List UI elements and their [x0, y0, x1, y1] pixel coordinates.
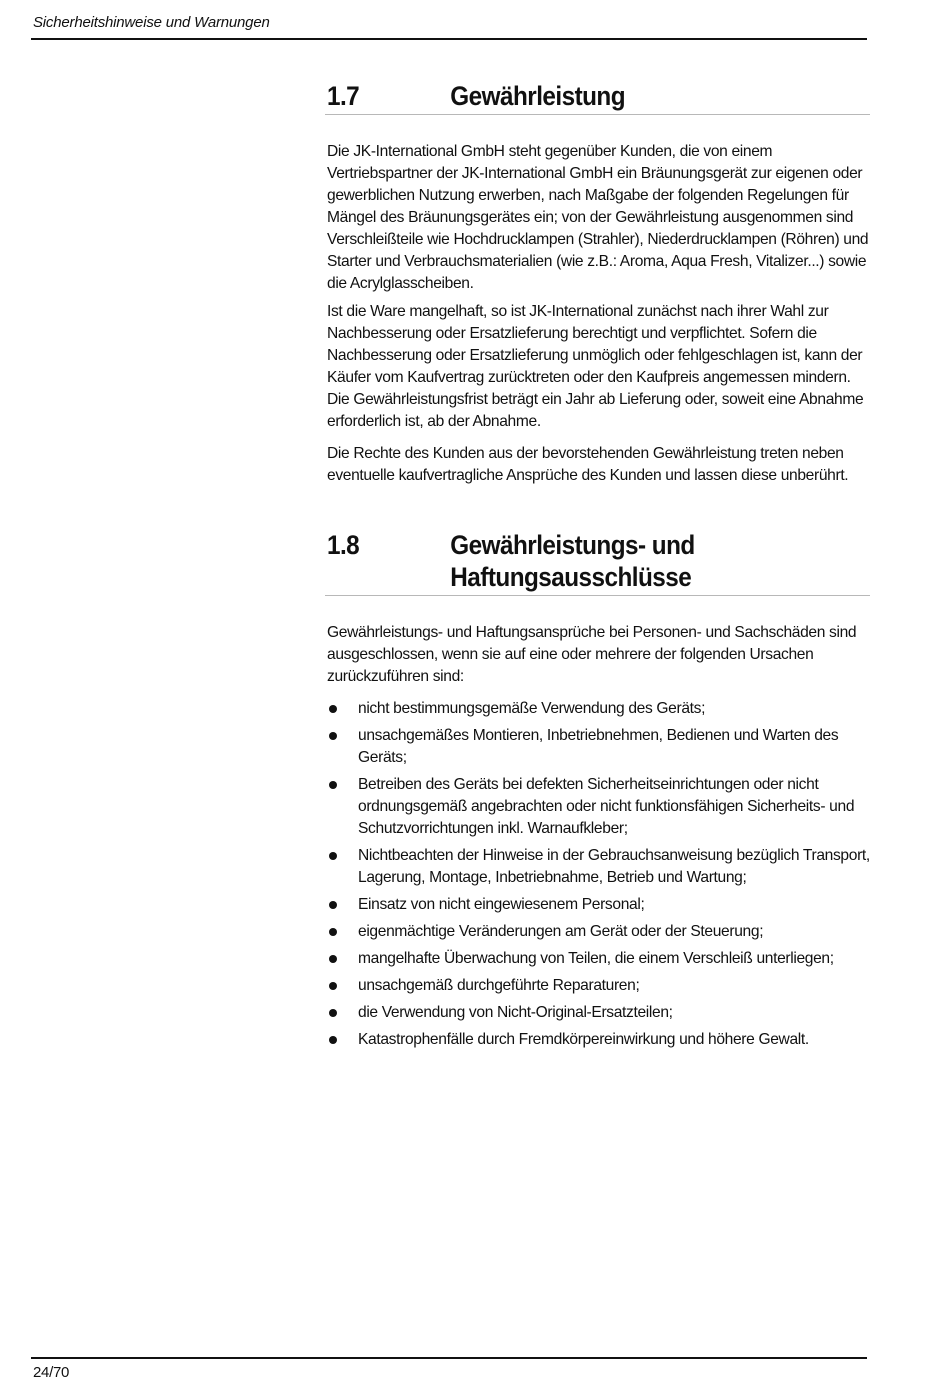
bullet-icon [329, 928, 337, 936]
bullet-icon [329, 781, 337, 789]
paragraph: Die Rechte des Kunden aus der bevorstehenden Gewährleistung treten neben eventuelle kaufvertragliche Ansprüche des Kunden und lassen diese unberührt. [327, 445, 849, 484]
header-rule [31, 38, 867, 40]
section-heading-1-8 [327, 529, 867, 593]
running-header: Sicherheitshinweise und Warnungen [33, 14, 270, 31]
list-item [327, 948, 870, 970]
list-item-text: Nichtbeachten der Hinweise in der Gebrauchsanweisung bezüglich Transport, Lagerung, Montage, Inbetriebnahme, Betrieb und Wartung; [358, 847, 870, 886]
bullet-icon [329, 1009, 337, 1017]
section-title: Gewährleistung [450, 81, 626, 111]
bullet-icon [329, 955, 337, 963]
list-item-text: Katastrophenfälle durch Fremdkörpereinwirkung und höhere Gewalt. [358, 1031, 809, 1048]
list-item-text: Einsatz von nicht eingewiesenem Personal; [358, 896, 645, 913]
section-heading-1-7 [327, 80, 867, 112]
list-item-text: eigenmächtige Veränderungen am Gerät oder der Steuerung; [358, 923, 764, 940]
paragraph-intro: Gewährleistungs- und Haftungsansprüche bei Personen- und Sachschäden sind ausgeschlossen, wenn sie auf eine oder mehrere der folgenden Ursachen zurückzuführen sind: [327, 624, 857, 685]
page-content [327, 80, 870, 1056]
list-item-text: unsachgemäßes Montieren, Inbetriebnehmen, Bedienen und Warten des Geräts; [358, 727, 839, 766]
list-item-text: nicht bestimmungsgemäße Verwendung des Geräts; [358, 700, 706, 717]
list-item-text: mangelhafte Überwachung von Teilen, die einem Verschleiß unterliegen; [358, 950, 834, 967]
bullet-icon [329, 982, 337, 990]
section-title: Gewährleistungs- und Haftungsausschlüsse [450, 530, 695, 592]
list-item [327, 698, 870, 720]
paragraph: Die JK-International GmbH steht gegenüber Kunden, die von einem Vertriebspartner der JK-International GmbH ein Bräunungsgerät zur eigenen oder gewerblichen Nutzung erwerben, nach Maßgabe der folgenden Regelungen für Mängel des Bräunungsgerätes ein; von der Gewährleistung ausgenommen sind Verschleißteile wie Hochdrucklampen (Strahler), Niederdrucklampen (Röhren) und Starter und Verbrauchsmaterialien (wie z.B.: Aroma, Aqua Fresh, Vitalizer...) sowie die Acrylglasscheiben. [327, 143, 869, 292]
footer-rule [31, 1357, 867, 1359]
list-item-text: die Verwendung von Nicht-Original-Ersatzteilen; [358, 1004, 673, 1021]
section-number: 1.8 [327, 530, 360, 560]
bullet-icon [329, 732, 337, 740]
list-item [327, 1029, 870, 1051]
list-item [327, 845, 870, 889]
exclusion-list [327, 698, 870, 1051]
bullet-icon [329, 705, 337, 713]
list-item [327, 975, 870, 997]
list-item [327, 774, 870, 840]
section-number: 1.7 [327, 81, 360, 111]
bullet-icon [329, 1036, 337, 1044]
bullet-icon [329, 852, 337, 860]
list-item [327, 1002, 870, 1024]
bullet-icon [329, 901, 337, 909]
list-item [327, 894, 870, 916]
list-item [327, 725, 870, 769]
list-item [327, 921, 870, 943]
paragraph: Ist die Ware mangelhaft, so ist JK-International zunächst nach ihrer Wahl zur Nachbesserung oder Ersatzlieferung berechtigt und verpflichtet. Sofern die Nachbesserung oder Ersatzlieferung unmöglich oder fehlgeschlagen ist, kann der Käufer vom Kaufvertrag zurücktreten oder den Kaufpreis angemessen mindern. Die Gewährleistungsfrist beträgt ein Jahr ab Lieferung oder, soweit eine Abnahme erforderlich ist, ab der Abnahme. [327, 303, 864, 430]
page-number: 24/70 [33, 1364, 70, 1381]
list-item-text: Betreiben des Geräts bei defekten Sicherheitseinrichtungen oder nicht ordnungsgemäß angebrachten oder nicht funktionsfähigen Sicherheits- und Schutzvorrichtungen inkl. Warnaufkleber; [358, 776, 855, 837]
list-item-text: unsachgemäß durchgeführte Reparaturen; [358, 977, 640, 994]
